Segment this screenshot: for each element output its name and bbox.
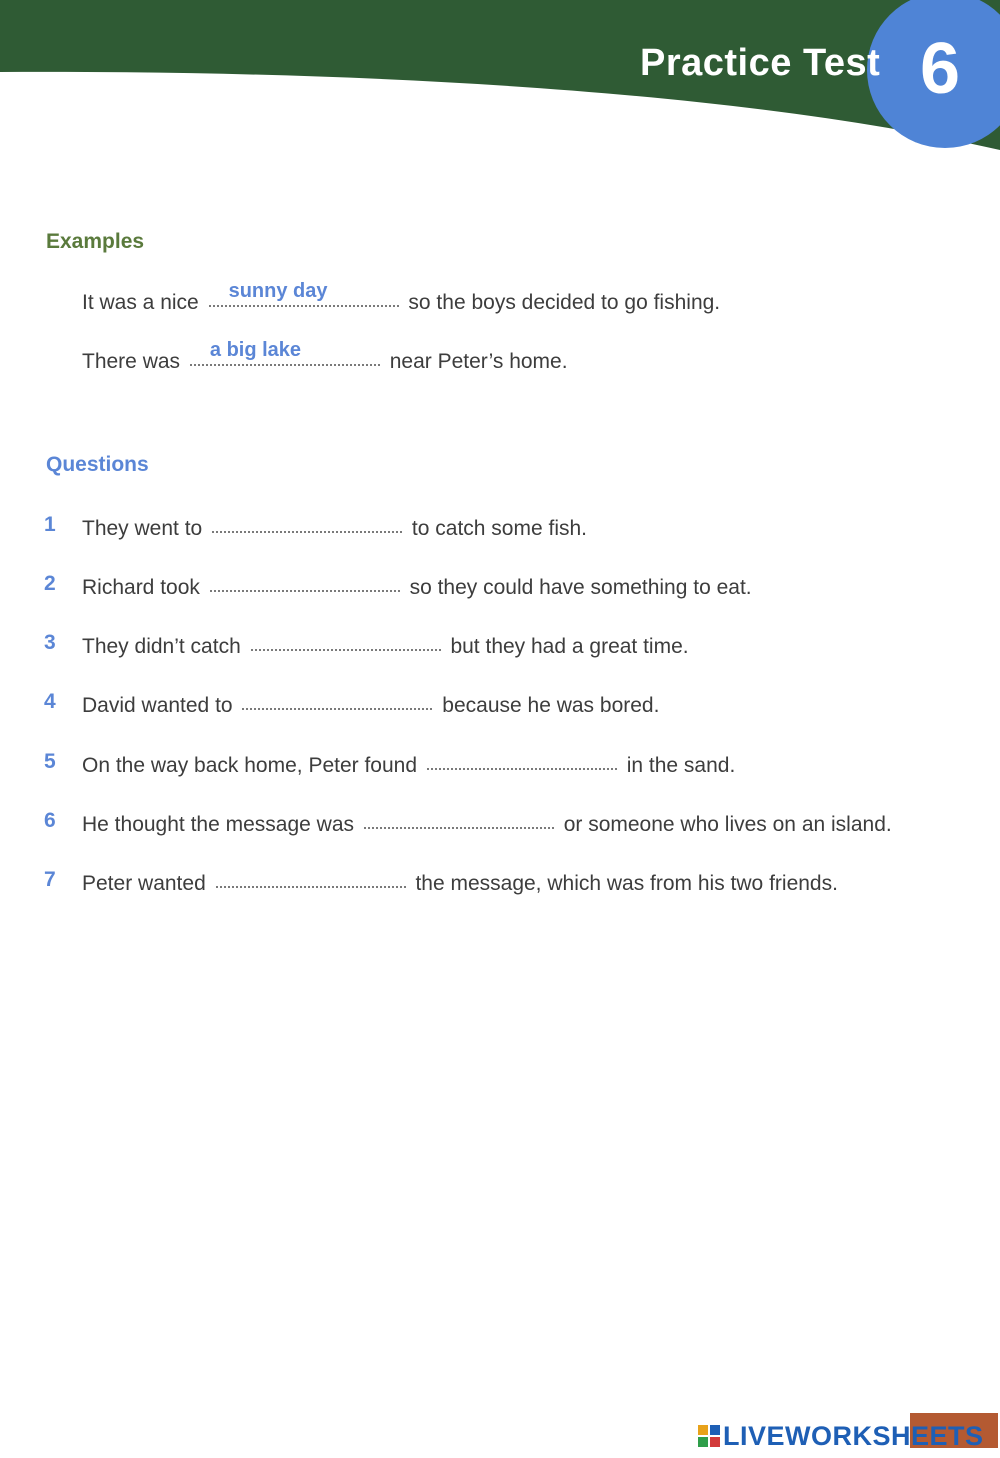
- question-number: 4: [44, 690, 56, 713]
- question-text-after: because he was bored.: [442, 694, 660, 717]
- question-text-before: On the way back home, Peter found: [82, 754, 418, 777]
- answer-blank-3[interactable]: [251, 631, 441, 653]
- question-row: [0, 631, 1000, 661]
- question-text-before: Peter wanted: [82, 872, 206, 895]
- example-blank: [190, 339, 380, 368]
- question-text-after: to catch some fish.: [411, 517, 587, 540]
- test-number-badge: 6: [919, 29, 961, 109]
- question-text-before: They went to: [82, 517, 203, 540]
- example-line: [82, 280, 721, 315]
- question-row: [0, 513, 1000, 543]
- question-number: 2: [44, 572, 56, 595]
- example-text-after: near Peter’s home.: [389, 350, 568, 373]
- example-text-before: It was a nice: [82, 291, 199, 314]
- example-text-before: There was: [82, 350, 181, 373]
- answer-blank-2[interactable]: [210, 572, 400, 594]
- watermark-text: LIVEWORKSHEETS: [723, 1421, 984, 1451]
- question-number: 3: [44, 631, 56, 654]
- answer-blank-1[interactable]: [212, 513, 402, 535]
- example-blank: [209, 280, 399, 309]
- answer-blank-4[interactable]: [242, 690, 432, 712]
- example-text-after: so the boys decided to go fishing.: [408, 291, 721, 314]
- question-row: [0, 868, 1000, 898]
- question-row: [0, 690, 1000, 720]
- question-number: 5: [44, 750, 56, 773]
- question-text-after: the message, which was from his two friends.: [415, 872, 838, 895]
- liveworksheets-logo-icon: [698, 1423, 720, 1445]
- question-row: [0, 809, 1000, 839]
- question-row: [0, 572, 1000, 602]
- examples-heading: Examples: [46, 230, 145, 253]
- answer-blank-5[interactable]: [427, 750, 617, 772]
- example-line: [82, 339, 568, 374]
- page-title: Practice Test: [640, 42, 881, 84]
- question-text-before: He thought the message was: [82, 813, 354, 836]
- example-answer: sunny day: [228, 280, 328, 302]
- answer-blank-6[interactable]: [364, 809, 554, 831]
- question-number: 7: [44, 868, 56, 891]
- question-text-before: David wanted to: [82, 694, 233, 717]
- question-number: 1: [44, 513, 56, 536]
- liveworksheets-watermark: [698, 1421, 984, 1452]
- question-number: 6: [44, 809, 56, 832]
- question-text-after: so they could have something to eat.: [409, 576, 752, 599]
- question-text-after: or someone who lives on an island.: [563, 813, 892, 836]
- question-text-before: They didn’t catch: [82, 635, 241, 658]
- example-answer: a big lake: [209, 339, 302, 361]
- header-graphic: [0, 0, 1000, 170]
- question-row: [0, 750, 1000, 780]
- question-text-before: Richard took: [82, 576, 200, 599]
- question-text-after: but they had a great time.: [450, 635, 689, 658]
- question-text-after: in the sand.: [626, 754, 736, 777]
- header-band: [0, 0, 1000, 170]
- questions-heading: Questions: [46, 453, 149, 476]
- answer-blank-7[interactable]: [216, 868, 406, 890]
